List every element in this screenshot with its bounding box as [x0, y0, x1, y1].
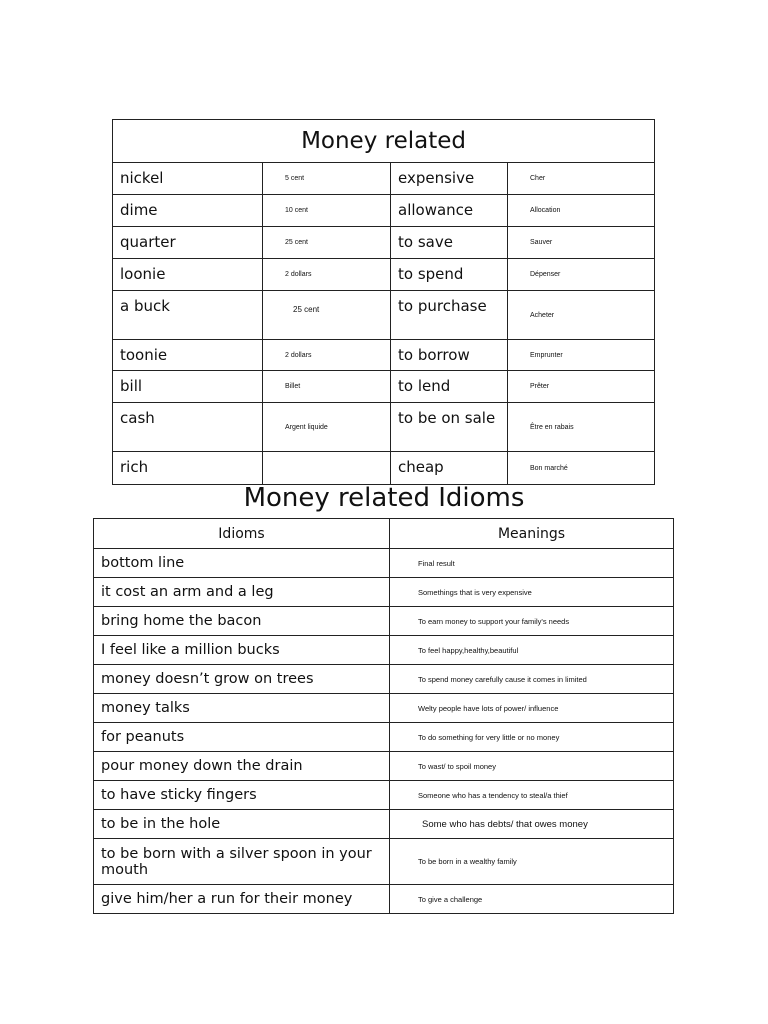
idiom-meaning: Somethings that is very expensive — [390, 578, 674, 607]
idiom-text: give him/her a run for their money — [94, 885, 390, 914]
money-vocabulary-table — [112, 119, 655, 485]
idioms-section-title: Money related Idioms — [243, 483, 525, 513]
idiom-text: bottom line — [94, 549, 390, 578]
idiom-row — [94, 752, 674, 781]
idiom-meaning: To give a challenge — [390, 885, 674, 914]
idiom-text: bring home the bacon — [94, 607, 390, 636]
idiom-text: pour money down the drain — [94, 752, 390, 781]
vocab-word: to save — [391, 227, 508, 259]
vocab-translation: Argent liquide — [263, 403, 391, 452]
idiom-row — [94, 607, 674, 636]
idiom-row — [94, 810, 674, 839]
meanings-column-header: Meanings — [390, 519, 674, 549]
idiom-text: for peanuts — [94, 723, 390, 752]
vocab-row — [113, 371, 655, 403]
vocab-translation: 10 cent — [263, 195, 391, 227]
idiom-row — [94, 839, 674, 885]
vocab-translation: Prêter — [508, 371, 655, 403]
vocab-word: bill — [113, 371, 263, 403]
vocab-word: to be on sale — [391, 403, 508, 452]
idioms-header-row — [94, 519, 674, 549]
vocab-word: expensive — [391, 163, 508, 195]
vocab-table-title: Money related — [113, 120, 655, 163]
vocab-translation: Cher — [508, 163, 655, 195]
idiom-meaning: To be born in a wealthy family — [390, 839, 674, 885]
idiom-text: money talks — [94, 694, 390, 723]
vocab-word: a buck — [113, 291, 263, 340]
vocab-translation: 2 dollars — [263, 259, 391, 291]
vocab-translation: 5 cent — [263, 163, 391, 195]
idiom-meaning: Someone who has a tendency to steal/a thief — [390, 781, 674, 810]
idiom-text: money doesn’t grow on trees — [94, 665, 390, 694]
vocab-row — [113, 452, 655, 485]
vocab-word: cheap — [391, 452, 508, 485]
vocab-translation: Être en rabais — [508, 403, 655, 452]
idiom-row — [94, 665, 674, 694]
idiom-meaning: Final result — [390, 549, 674, 578]
idiom-text: to be born with a silver spoon in your mouth — [94, 839, 390, 885]
vocab-word: to purchase — [391, 291, 508, 340]
vocab-row — [113, 340, 655, 371]
vocab-word: toonie — [113, 340, 263, 371]
vocab-translation: Billet — [263, 371, 391, 403]
vocab-translation: Dépenser — [508, 259, 655, 291]
idiom-text: it cost an arm and a leg — [94, 578, 390, 607]
vocab-word: allowance — [391, 195, 508, 227]
idiom-row — [94, 636, 674, 665]
vocab-word: to lend — [391, 371, 508, 403]
vocab-word: dime — [113, 195, 263, 227]
vocab-word: cash — [113, 403, 263, 452]
vocab-word: to borrow — [391, 340, 508, 371]
vocab-translation: 25 cent — [263, 291, 391, 340]
vocab-title-row — [113, 120, 655, 163]
idiom-row — [94, 781, 674, 810]
idioms-table — [93, 518, 674, 914]
idiom-row — [94, 885, 674, 914]
vocab-word: to spend — [391, 259, 508, 291]
idiom-row — [94, 578, 674, 607]
idiom-text: to be in the hole — [94, 810, 390, 839]
idiom-meaning: To feel happy,healthy,beautiful — [390, 636, 674, 665]
vocab-translation: 25 cent — [263, 227, 391, 259]
idiom-row — [94, 549, 674, 578]
idioms-column-header: Idioms — [94, 519, 390, 549]
vocab-row — [113, 403, 655, 452]
vocab-word: rich — [113, 452, 263, 485]
vocab-translation: Acheter — [508, 291, 655, 340]
vocab-row — [113, 195, 655, 227]
vocab-word: loonie — [113, 259, 263, 291]
idiom-meaning: To spend money carefully cause it comes in limited — [390, 665, 674, 694]
idiom-meaning: To wast/ to spoil money — [390, 752, 674, 781]
vocab-translation: Emprunter — [508, 340, 655, 371]
vocab-word: nickel — [113, 163, 263, 195]
idiom-meaning: To earn money to support your family's needs — [390, 607, 674, 636]
vocab-row — [113, 227, 655, 259]
vocab-translation: Sauver — [508, 227, 655, 259]
vocab-row — [113, 291, 655, 340]
idiom-text: I feel like a million bucks — [94, 636, 390, 665]
vocab-translation: Bon marché — [508, 452, 655, 485]
idiom-meaning: Welty people have lots of power/ influence — [390, 694, 674, 723]
idiom-meaning: Some who has debts/ that owes money — [390, 810, 674, 839]
vocab-row — [113, 259, 655, 291]
idiom-meaning: To do something for very little or no money — [390, 723, 674, 752]
idiom-row — [94, 723, 674, 752]
idiom-row — [94, 694, 674, 723]
vocab-row — [113, 163, 655, 195]
idiom-text: to have sticky fingers — [94, 781, 390, 810]
vocab-translation — [263, 452, 391, 485]
vocab-translation: Allocation — [508, 195, 655, 227]
vocab-word: quarter — [113, 227, 263, 259]
vocab-translation: 2 dollars — [263, 340, 391, 371]
